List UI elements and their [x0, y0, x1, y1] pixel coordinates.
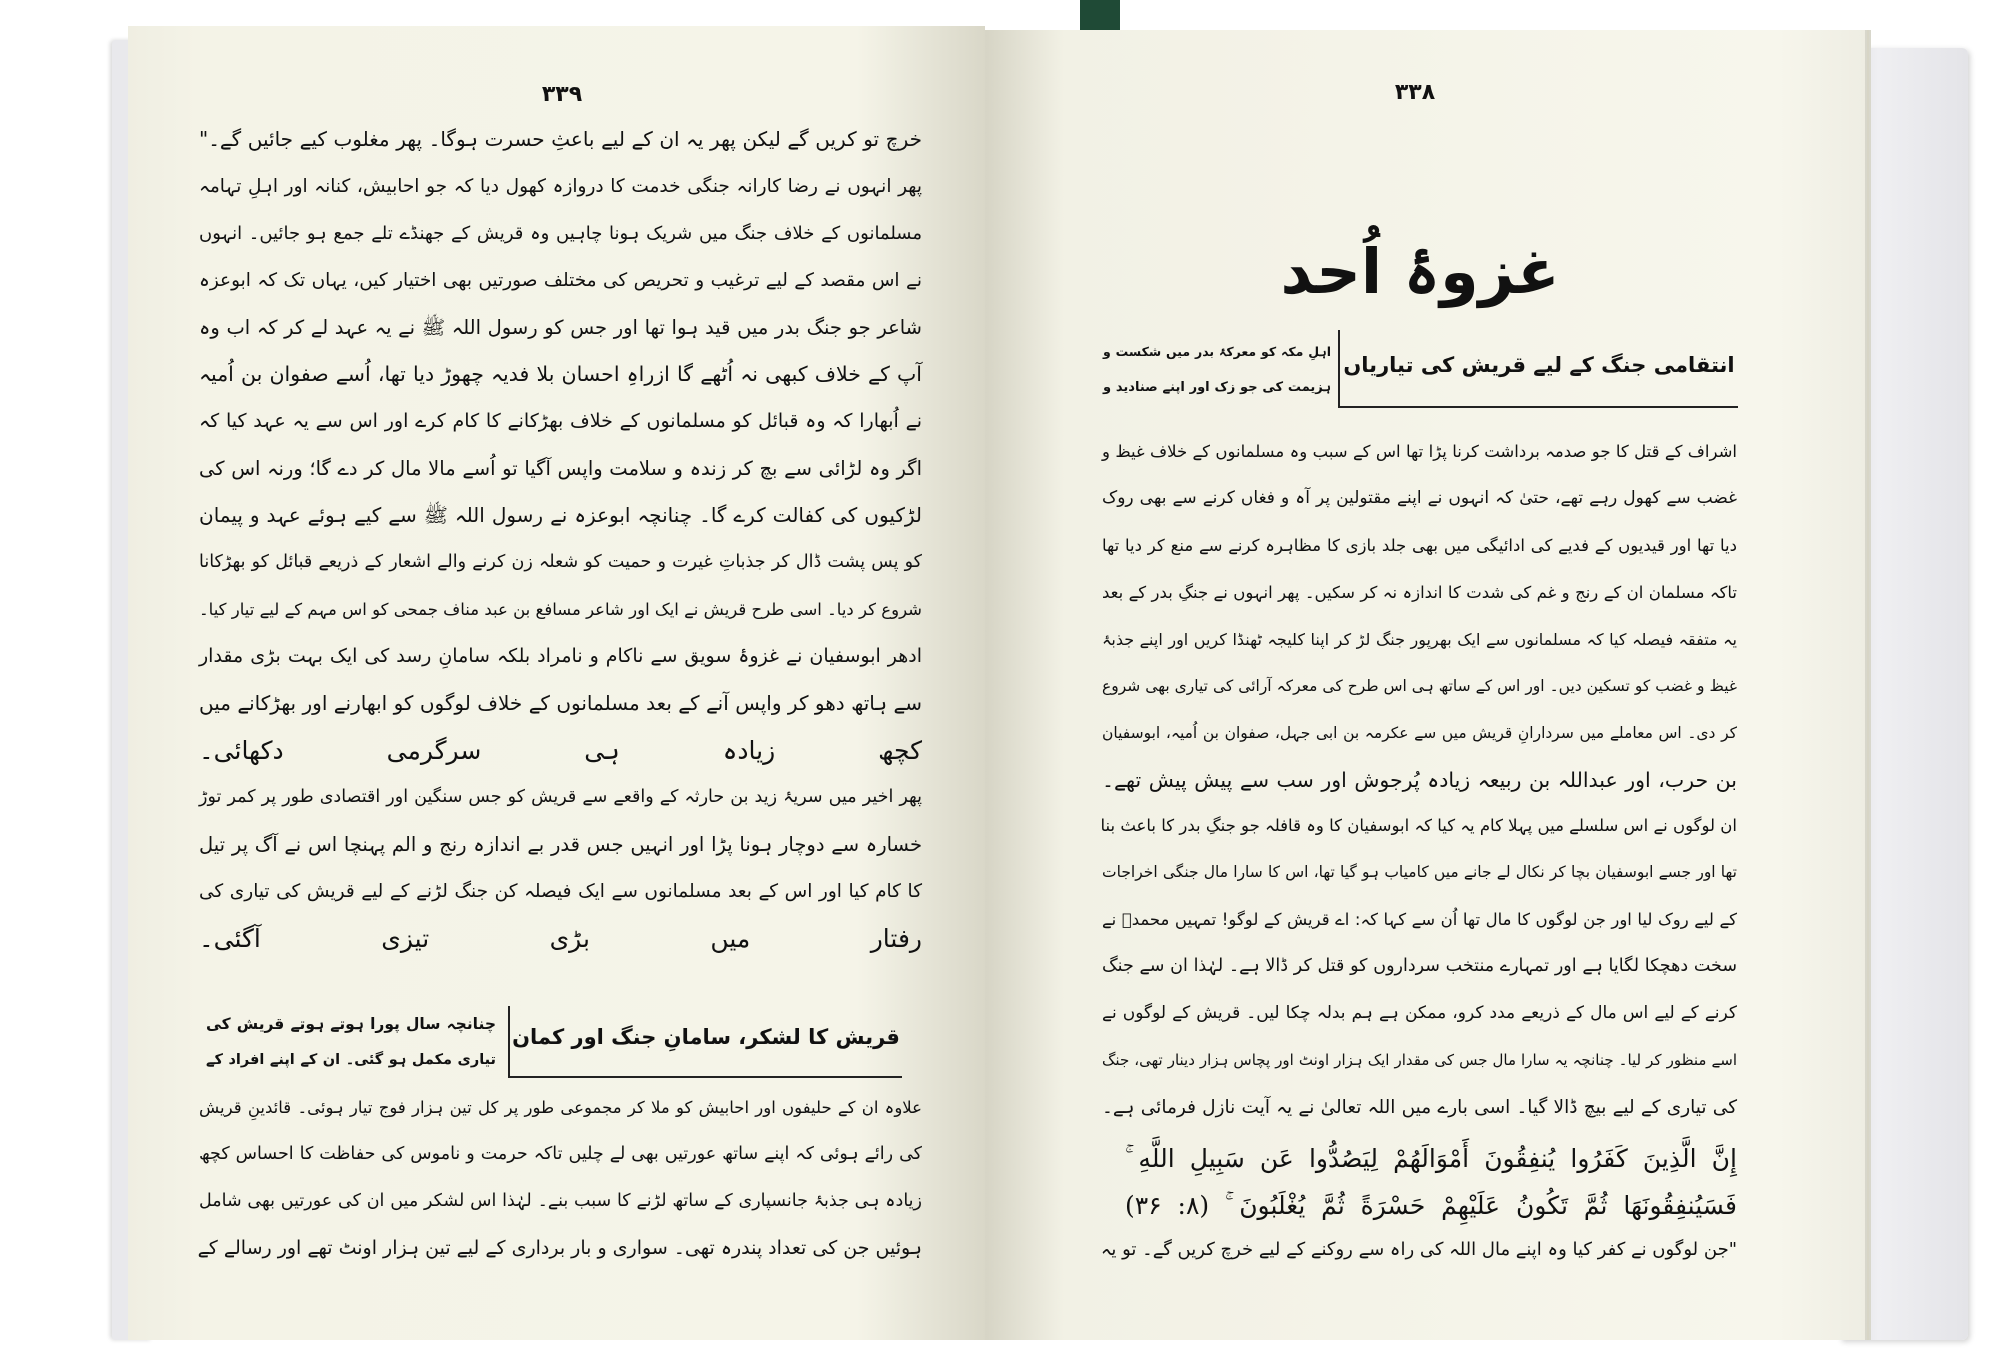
text-line: شروع کر دیا۔ اسی طرح قریش نے ایک اور شاعر مسافع بن عبد مناف جمحی کو اس مہم کے لیے تیار کیا۔	[199, 600, 922, 619]
text-line: غیظ و غضب کو تسکین دیں۔ اور اس کے ساتھ ہی اس طرح کی معرکہ آرائی کی تیاری بھی شروع	[1102, 677, 1737, 695]
text-line: کو پس پشت ڈال کر جذباتِ غیرت و حمیت کو شعلہ زن کرنے والے اشعار کے ذریعے قبائل کو بھڑکانا	[199, 552, 922, 572]
section-heading-box: انتقامی جنگ کے لیے قریش کی تیاریاں	[1338, 330, 1738, 408]
page-number: ۳۳۸	[1394, 80, 1436, 105]
text-line: یہ متفقہ فیصلہ کیا کہ مسلمانوں سے ایک بھرپور جنگ لڑ کر اپنا کلیجہ ٹھنڈا کریں اور اپنے جذبۂ	[1102, 630, 1737, 649]
side-note-line: چنانچہ سال پورا ہوتے ہوتے قریش کی	[206, 1015, 496, 1033]
text-line: تھا اور جسے ابوسفیان بچا کر نکال لے جانے میں کامیاب ہو گیا تھا، اس کا سارا مال جنگی اخراجات	[1102, 863, 1737, 881]
text-line: ان لوگوں نے اس سلسلے میں پہلا کام یہ کیا کہ ابوسفیان کا وہ قافلہ جو جنگِ بدر کا باعث بنا	[1100, 816, 1737, 835]
text-line: پھر اخیر میں سریۂ زید بن حارثہ کے واقعے سے قریش کو جس سنگین اور اقتصادی طور پر کمر توڑ	[199, 787, 922, 807]
text-line: خسارہ سے دوچار ہونا پڑا اور انہیں جس قدر بے اندازہ رنج و الم پہنچا اس نے آگ پر تیل	[199, 833, 922, 856]
side-note	[1103, 334, 1331, 406]
text-line: علاوہ ان کے حلیفوں اور احابیش کو ملا کر مجموعی طور پر کل تین ہزار فوج تیار ہوئی۔ قائدینِ قریش	[199, 1098, 922, 1117]
text-line: کا کام کیا اور اس کے بعد مسلمانوں سے ایک فیصلہ کن جنگ لڑنے کے لیے قریش کی تیاری کی	[199, 881, 922, 902]
text-line: شاعر جو جنگ بدر میں قید ہوا تھا اور جس کو رسول اللہ ﷺ نے یہ عہد لے کر کہ اب وہ	[199, 316, 922, 339]
text-line: ہوئیں جن کی تعداد پندرہ تھی۔ سواری و بار برداری کے لیے تین ہزار اونٹ تھے اور رسالے کے	[197, 1237, 922, 1259]
text-line: کچھ زیادہ ہی سرگرمی دکھائی۔	[199, 736, 922, 765]
text-line: اگر وہ لڑائی سے بچ کر زندہ و سلامت واپس آگیا تو اُسے مالا مال کر دے گا؛ ورنہ اس کی	[199, 457, 922, 480]
text-line: اسے منظور کر لیا۔ چنانچہ یہ سارا مال جس کی مقدار ایک ہزار اونٹ اور پچاس ہزار دینار تھی، جنگ	[1102, 1051, 1737, 1069]
text-line: دیا تھا اور قیدیوں کے فدیے کی ادائیگی میں بھی جلد بازی کا مظاہرہ کرنے سے منع کر دیا تھا	[1102, 536, 1737, 555]
side-note-line: تیاری مکمل ہو گئی۔ ان کے اپنے افراد کے	[206, 1052, 496, 1068]
text-line: زیادہ ہی جذبۂ جانسپاری کے ساتھ لڑنے کا سبب بنے۔ لہٰذا اس لشکر میں ان کی عورتیں بھی شامل	[199, 1191, 922, 1211]
text-line: بن حرب، اور عبداللہ بن ربیعہ زیادہ پُرجوش اور سب سے پیش پیش تھے۔	[1102, 768, 1737, 792]
text-line: خرچ تو کریں گے لیکن پھر یہ ان کے لیے باعثِ حسرت ہوگا۔ پھر مغلوب کیے جائیں گے۔"	[199, 127, 922, 151]
text-line: کرنے کے لیے اس مال کے ذریعے مدد کرو، ممکن ہے ہم بدلہ چکا لیں۔ قریش کے لوگوں نے	[1102, 1003, 1737, 1023]
text-line: سخت دھچکا لگایا ہے اور تمہارے منتخب سرداروں کو قتل کر ڈالا ہے۔ لہٰذا ان سے جنگ	[1102, 956, 1737, 976]
text-line: تاکہ مسلمان ان کے رنج و غم کی شدت کا اندازہ نہ کر سکیں۔ پھر انہوں نے جنگِ بدر کے بعد	[1102, 583, 1737, 602]
text-line: ادھر ابوسفیان نے غزوۂ سویق سے ناکام و نامراد بلکہ سامانِ رسد کی ایک بہت بڑی مقدار	[199, 645, 922, 667]
text-line: کی تیاری کے لیے بیچ ڈالا گیا۔ اسی بارے میں اللہ تعالیٰ نے یہ آیت نازل فرمائی ہے۔	[1102, 1097, 1737, 1118]
page-number: ۳۳۹	[541, 82, 583, 107]
text-line: "جن لوگوں نے کفر کیا وہ اپنے مال اللہ کی راہ سے روکنے کے لیے خرچ کریں گے۔ تو یہ	[1100, 1239, 1737, 1260]
text-line: اشراف کے قتل کا جو صدمہ برداشت کرنا پڑا تھا اس کے سبب وہ مسلمانوں کے خلاف غیظ و	[1102, 442, 1737, 461]
side-note	[206, 1006, 496, 1078]
side-note-line: اہلِ مکہ کو معرکۂ بدر میں شکست و	[1103, 344, 1331, 359]
text-line: کی رائے ہوئی کہ اپنے ساتھ عورتیں بھی لے چلیں تاکہ حرمت و ناموس کی حفاظت کا احساس کچھ	[199, 1144, 922, 1164]
bookmark-ribbon	[1080, 0, 1120, 30]
text-line: مسلمانوں کے خلاف جنگ میں شریک ہونا چاہیں وہ قریش کے جھنڈے تلے جمع ہو جائیں۔ انہوں	[199, 223, 922, 244]
text-block	[199, 1084, 922, 1272]
text-line: نے اُبھارا کہ وہ قبائل کو مسلمانوں کے خلاف بھڑکانے کا کام کرے اور اس سے یہ عہد کیا کہ	[199, 410, 922, 432]
text-line: آپ کے خلاف کبھی نہ اُٹھے گا ازراہِ احسان بلا فدیہ چھوڑ دیا تھا، اُسے صفوان بن اُمیہ	[199, 362, 922, 386]
chapter-title: غزوۂ اُحد	[1280, 235, 1560, 308]
text-line: سے ہاتھ دھو کر واپس آنے کے بعد مسلمانوں کے خلاف لوگوں کو ابھارنے اور بھڑکانے میں	[199, 691, 922, 715]
text-line: لڑکیوں کی کفالت کرے گا۔ چنانچہ ابوعزہ نے رسول اللہ ﷺ سے کیے ہوئے عہد و پیمان	[199, 503, 922, 527]
text-block	[1102, 428, 1737, 804]
side-note-line: ہزیمت کی جو زک اور اپنے صنادید و	[1103, 380, 1331, 395]
text-line: فَسَيُنفِقُونَهَا ثُمَّ تَكُونُ عَلَيْهِمْ حَسْرَةً ثُمَّ يُغْلَبُونَ ۚ (۸: ۳۶)	[1125, 1191, 1738, 1220]
quran-verse	[1125, 1135, 1737, 1229]
section-heading-box: قریش کا لشکر، سامانِ جنگ اور کمان	[508, 1006, 902, 1078]
text-block	[1102, 802, 1737, 1131]
text-line: رفتار میں بڑی تیزی آگئی۔	[199, 924, 922, 953]
text-block	[1102, 1226, 1737, 1273]
text-line: غضب سے کھول رہے تھے، حتیٰ کہ انہوں نے اپنے مقتولین پر آہ و فغاں کرنے سے بھی روک	[1102, 488, 1737, 508]
text-line: نے اس مقصد کے لیے ترغیب و تحریص کی مختلف صورتیں بھی اختیار کیں، یہاں تک کہ ابوعزہ	[199, 270, 922, 291]
left-page	[128, 26, 985, 1340]
text-line: کے لیے روک لیا اور جن لوگوں کا مال تھا اُن سے کہا کہ: اے قریش کے لوگو! تمہیں محمدؐ نے	[1102, 910, 1737, 929]
text-line: إِنَّ الَّذِينَ كَفَرُوا يُنفِقُونَ أَمْوَالَهُمْ لِيَصُدُّوا عَن سَبِيلِ اللَّهِ ۚ	[1125, 1144, 1737, 1173]
text-line: کر دی۔ اس معاملے میں سردارانِ قریش میں سے عکرمہ بن ابی جہل، صفوان بن اُمیہ، ابوسفیان	[1102, 724, 1737, 742]
text-block	[199, 116, 922, 962]
text-line: پھر انہوں نے رضا کارانہ جنگی خدمت کا دروازہ کھول دیا کہ جو احابیش، کنانہ اور اہلِ تہامہ	[199, 176, 922, 197]
right-page	[985, 30, 1871, 1340]
